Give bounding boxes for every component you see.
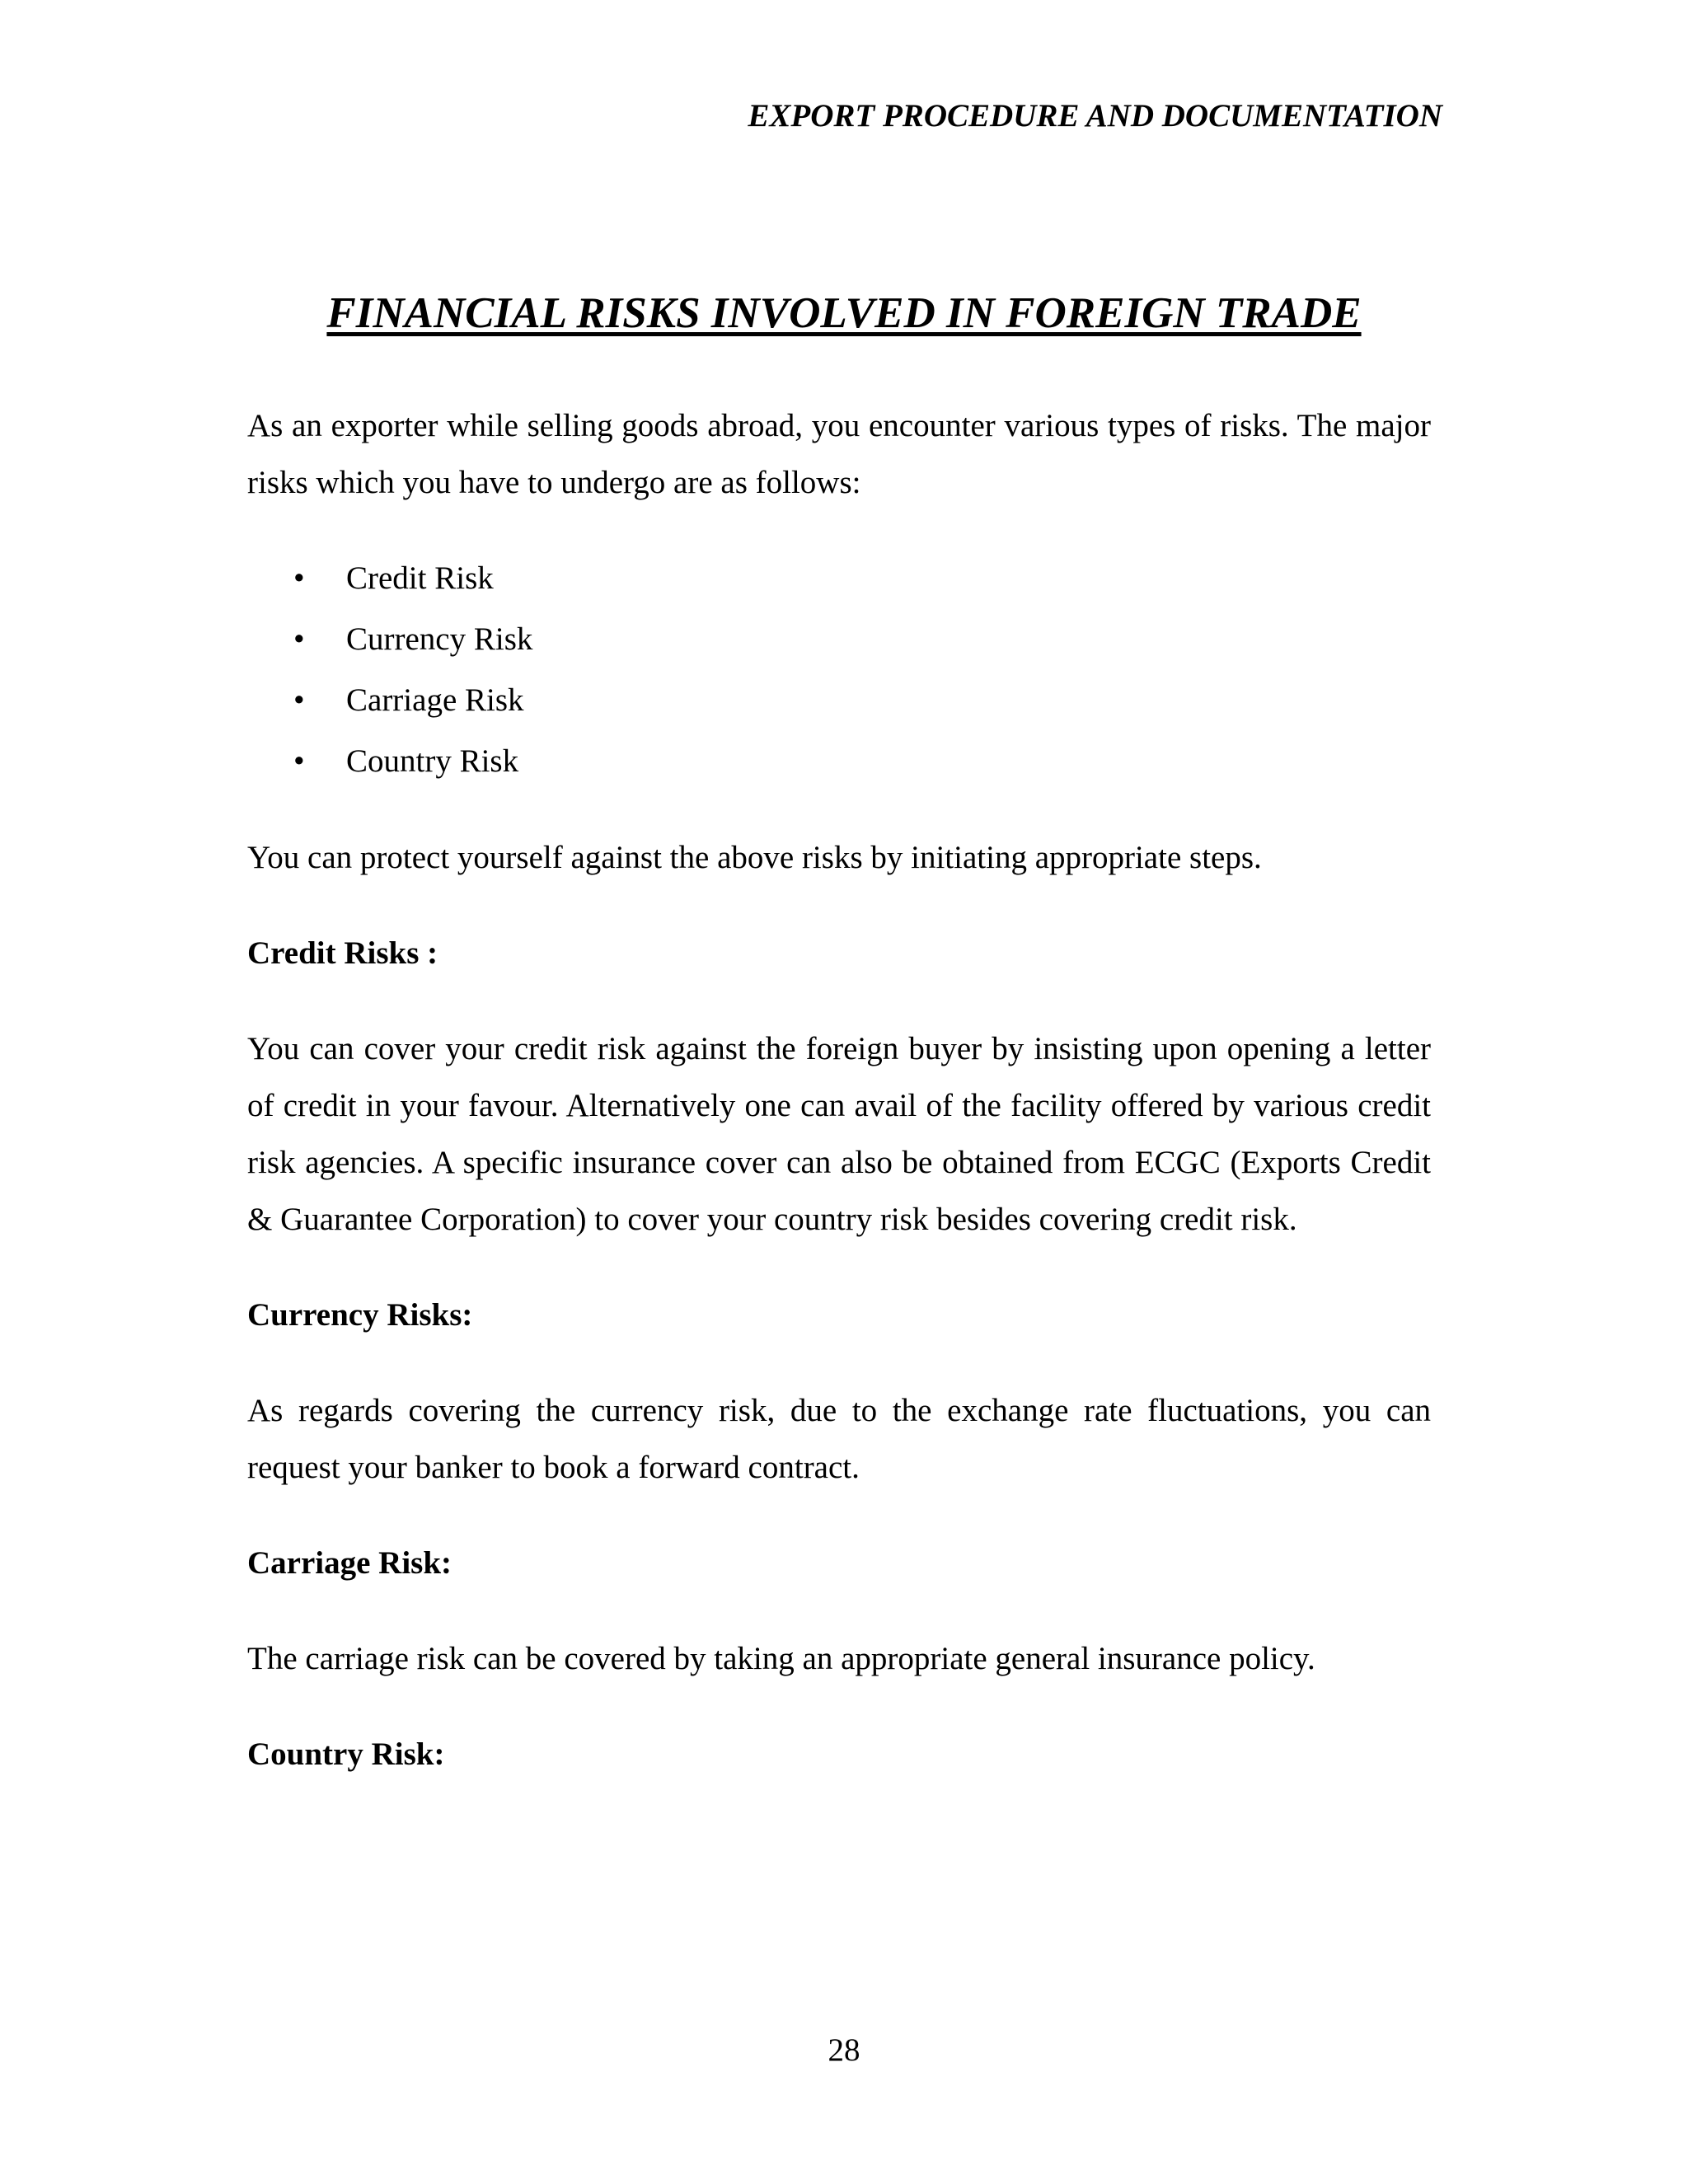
risk-list — [247, 548, 1431, 792]
list-item-label: Credit Risk — [346, 560, 494, 596]
list-item-country-risk — [247, 731, 1431, 792]
main-content — [247, 397, 1431, 1783]
running-header: EXPORT PROCEDURE AND DOCUMENTATION — [748, 98, 1442, 134]
page-number: 28 — [828, 2032, 860, 2068]
list-item-label: Currency Risk — [346, 621, 533, 657]
section-body-currency-risks: As regards covering the currency risk, due to the exchange rate fluctuations, you can request your banker to book a forward contract. — [247, 1393, 1431, 1485]
protect-paragraph: You can protect yourself against the above risks by initiating appropriate steps. — [247, 840, 1262, 875]
section-heading-credit-risks: Credit Risks : — [247, 935, 438, 971]
section-heading-carriage-risk: Carriage Risk: — [247, 1545, 452, 1581]
list-item-carriage-risk — [247, 670, 1431, 731]
list-item-label: Country Risk — [346, 743, 519, 779]
section-heading-country-risk: Country Risk: — [247, 1736, 445, 1772]
list-item-label: Carriage Risk — [346, 682, 524, 718]
bullet-dot-icon: • — [293, 682, 305, 718]
bullet-dot-icon: • — [293, 560, 305, 596]
list-item-credit-risk — [247, 548, 1431, 609]
intro-paragraph: As an exporter while selling goods abroad, you encounter various types of risks. The major risks which you have to undergo are as follows: — [247, 408, 1431, 500]
page-title: FINANCIAL RISKS INVOLVED IN FOREIGN TRADE — [326, 289, 1362, 337]
section-body-credit-risks: You can cover your credit risk against the foreign buyer by insisting upon opening a letter of credit in your favour. Alternatively one can avail of the facility offered by various credit risk agencies. A specific insurance cover can also be obtained from ECGC (Exports Credit & Guarantee Corporation) to cover your country risk besides covering credit risk. — [247, 1031, 1431, 1237]
section-heading-currency-risks: Currency Risks: — [247, 1297, 473, 1333]
section-body-carriage-risk: The carriage risk can be covered by taking an appropriate general insurance policy. — [247, 1641, 1315, 1676]
list-item-currency-risk — [247, 609, 1431, 670]
bullet-dot-icon: • — [293, 621, 305, 657]
bullet-dot-icon: • — [293, 743, 305, 779]
